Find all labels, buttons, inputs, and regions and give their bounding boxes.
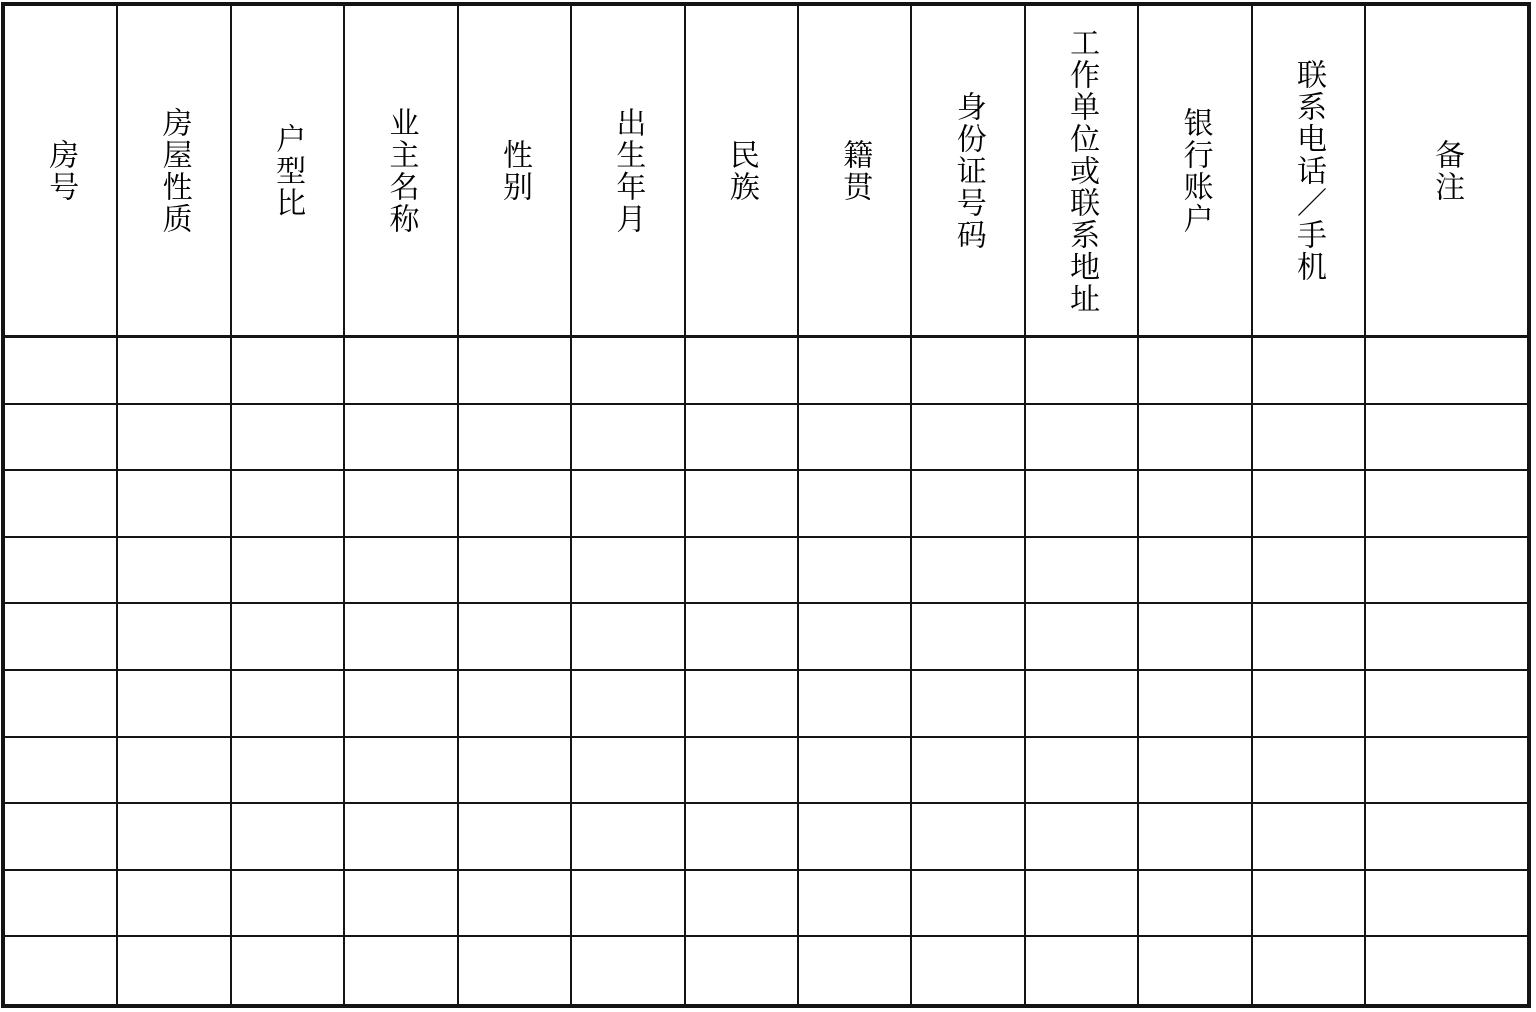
empty-cell-r7-c6	[572, 738, 685, 805]
empty-cell-r10-c9	[912, 937, 1025, 1004]
empty-cell-r7-c11	[1139, 738, 1252, 805]
empty-cell-r1-c3	[232, 338, 345, 405]
empty-cell-r9-c7	[686, 871, 799, 938]
col-header-contact-phone-mobile-label: 联系电话／手机	[1290, 58, 1326, 283]
col-header-native-place-label: 籍贯	[837, 138, 873, 203]
empty-cell-r5-c2	[118, 604, 231, 671]
empty-cell-r1-c10	[1026, 338, 1139, 405]
empty-cell-r8-c1	[5, 804, 118, 871]
empty-cell-r10-c5	[459, 937, 572, 1004]
empty-cell-r7-c2	[118, 738, 231, 805]
empty-cell-r6-c10	[1026, 671, 1139, 738]
empty-cell-r2-c1	[5, 405, 118, 472]
empty-cell-r3-c9	[912, 471, 1025, 538]
empty-cell-r6-c6	[572, 671, 685, 738]
empty-cell-r4-c9	[912, 538, 1025, 605]
col-header-ethnicity-label: 民族	[723, 138, 759, 203]
empty-cell-r9-c10	[1026, 871, 1139, 938]
empty-cell-r4-c11	[1139, 538, 1252, 605]
empty-cell-r6-c8	[799, 671, 912, 738]
empty-cell-r2-c10	[1026, 405, 1139, 472]
empty-cell-r8-c10	[1026, 804, 1139, 871]
empty-cell-r9-c4	[345, 871, 458, 938]
empty-cell-r1-c4	[345, 338, 458, 405]
empty-cell-r7-c5	[459, 738, 572, 805]
empty-cell-r6-c11	[1139, 671, 1252, 738]
col-header-native-place	[799, 6, 912, 338]
empty-cell-r6-c13	[1366, 671, 1527, 738]
empty-cell-r1-c12	[1253, 338, 1366, 405]
empty-cell-r4-c7	[686, 538, 799, 605]
empty-cell-r3-c1	[5, 471, 118, 538]
empty-cell-r2-c6	[572, 405, 685, 472]
empty-cell-r1-c5	[459, 338, 572, 405]
empty-cell-r7-c4	[345, 738, 458, 805]
empty-cell-r7-c3	[232, 738, 345, 805]
col-header-contact-phone-mobile	[1253, 6, 1366, 338]
empty-cell-r6-c5	[459, 671, 572, 738]
col-header-room-number	[5, 6, 118, 338]
empty-cell-r8-c4	[345, 804, 458, 871]
registration-table	[1, 2, 1531, 1008]
empty-cell-r4-c5	[459, 538, 572, 605]
empty-cell-r10-c2	[118, 937, 231, 1004]
empty-cell-r9-c2	[118, 871, 231, 938]
empty-cell-r8-c12	[1253, 804, 1366, 871]
col-header-room-number-label: 房号	[43, 138, 79, 203]
empty-cell-r6-c12	[1253, 671, 1366, 738]
empty-cell-r3-c6	[572, 471, 685, 538]
col-header-gender-label: 性别	[496, 138, 532, 203]
empty-cell-r3-c13	[1366, 471, 1527, 538]
empty-cell-r7-c12	[1253, 738, 1366, 805]
empty-cell-r7-c10	[1026, 738, 1139, 805]
empty-cell-r10-c6	[572, 937, 685, 1004]
empty-cell-r9-c8	[799, 871, 912, 938]
empty-cell-r4-c12	[1253, 538, 1366, 605]
empty-cell-r5-c13	[1366, 604, 1527, 671]
col-header-work-unit-or-contact-address-label: 工作单位或联系地址	[1064, 26, 1100, 315]
empty-cell-r5-c6	[572, 604, 685, 671]
empty-cell-r1-c1	[5, 338, 118, 405]
empty-cell-r8-c2	[118, 804, 231, 871]
empty-cell-r5-c1	[5, 604, 118, 671]
empty-cell-r10-c4	[345, 937, 458, 1004]
empty-cell-r3-c2	[118, 471, 231, 538]
empty-cell-r9-c6	[572, 871, 685, 938]
empty-cell-r2-c8	[799, 405, 912, 472]
empty-cell-r1-c8	[799, 338, 912, 405]
empty-cell-r3-c7	[686, 471, 799, 538]
col-header-id-card-number-label: 身份证号码	[950, 90, 986, 251]
empty-cell-r2-c2	[118, 405, 231, 472]
col-header-gender	[459, 6, 572, 338]
empty-cell-r9-c9	[912, 871, 1025, 938]
empty-cell-r8-c13	[1366, 804, 1527, 871]
empty-cell-r4-c10	[1026, 538, 1139, 605]
col-header-birth-date	[572, 6, 685, 338]
empty-cell-r4-c1	[5, 538, 118, 605]
empty-cell-r2-c12	[1253, 405, 1366, 472]
col-header-birth-date-label: 出生年月	[610, 106, 646, 235]
empty-cell-r10-c12	[1253, 937, 1366, 1004]
col-header-ethnicity	[686, 6, 799, 338]
empty-cell-r2-c5	[459, 405, 572, 472]
empty-cell-r4-c3	[232, 538, 345, 605]
empty-cell-r3-c8	[799, 471, 912, 538]
empty-cell-r6-c1	[5, 671, 118, 738]
empty-cell-r9-c1	[5, 871, 118, 938]
col-header-owner-name-label: 业主名称	[383, 106, 419, 235]
empty-cell-r7-c1	[5, 738, 118, 805]
empty-cell-r6-c7	[686, 671, 799, 738]
col-header-remarks-label: 备注	[1429, 138, 1465, 203]
empty-cell-r5-c11	[1139, 604, 1252, 671]
empty-cell-r3-c5	[459, 471, 572, 538]
col-header-owner-name	[345, 6, 458, 338]
empty-cell-r1-c9	[912, 338, 1025, 405]
empty-cell-r7-c13	[1366, 738, 1527, 805]
empty-cell-r3-c3	[232, 471, 345, 538]
empty-cell-r8-c7	[686, 804, 799, 871]
empty-cell-r4-c4	[345, 538, 458, 605]
col-header-housing-nature	[118, 6, 231, 338]
empty-cell-r3-c11	[1139, 471, 1252, 538]
empty-cell-r10-c3	[232, 937, 345, 1004]
col-header-bank-account	[1139, 6, 1252, 338]
empty-cell-r1-c7	[686, 338, 799, 405]
empty-cell-r1-c2	[118, 338, 231, 405]
empty-cell-r3-c10	[1026, 471, 1139, 538]
empty-cell-r8-c11	[1139, 804, 1252, 871]
empty-cell-r9-c11	[1139, 871, 1252, 938]
empty-cell-r1-c11	[1139, 338, 1252, 405]
empty-cell-r2-c3	[232, 405, 345, 472]
empty-cell-r4-c2	[118, 538, 231, 605]
empty-cell-r5-c4	[345, 604, 458, 671]
empty-cell-r3-c4	[345, 471, 458, 538]
col-header-bank-account-label: 银行账户	[1177, 106, 1213, 235]
empty-cell-r7-c8	[799, 738, 912, 805]
empty-cell-r10-c10	[1026, 937, 1139, 1004]
empty-cell-r5-c10	[1026, 604, 1139, 671]
empty-cell-r10-c7	[686, 937, 799, 1004]
col-header-work-unit-or-contact-address	[1026, 6, 1139, 338]
empty-cell-r8-c3	[232, 804, 345, 871]
empty-cell-r6-c2	[118, 671, 231, 738]
empty-cell-r2-c9	[912, 405, 1025, 472]
empty-cell-r10-c13	[1366, 937, 1527, 1004]
empty-cell-r10-c1	[5, 937, 118, 1004]
empty-cell-r1-c13	[1366, 338, 1527, 405]
empty-cell-r10-c11	[1139, 937, 1252, 1004]
empty-cell-r4-c13	[1366, 538, 1527, 605]
empty-cell-r2-c7	[686, 405, 799, 472]
empty-cell-r4-c6	[572, 538, 685, 605]
empty-cell-r9-c5	[459, 871, 572, 938]
col-header-unit-type-ratio-label: 户型比	[270, 122, 306, 219]
empty-cell-r9-c13	[1366, 871, 1527, 938]
empty-cell-r9-c3	[232, 871, 345, 938]
empty-cell-r6-c9	[912, 671, 1025, 738]
col-header-id-card-number	[912, 6, 1025, 338]
empty-cell-r2-c11	[1139, 405, 1252, 472]
empty-cell-r8-c5	[459, 804, 572, 871]
empty-cell-r1-c6	[572, 338, 685, 405]
col-header-remarks	[1366, 6, 1527, 338]
empty-cell-r5-c9	[912, 604, 1025, 671]
empty-cell-r5-c7	[686, 604, 799, 671]
empty-cell-r8-c9	[912, 804, 1025, 871]
empty-cell-r3-c12	[1253, 471, 1366, 538]
empty-cell-r8-c8	[799, 804, 912, 871]
empty-cell-r9-c12	[1253, 871, 1366, 938]
empty-cell-r5-c8	[799, 604, 912, 671]
empty-cell-r2-c4	[345, 405, 458, 472]
col-header-housing-nature-label: 房屋性质	[156, 106, 192, 235]
empty-cell-r8-c6	[572, 804, 685, 871]
col-header-unit-type-ratio	[232, 6, 345, 338]
empty-cell-r7-c7	[686, 738, 799, 805]
empty-cell-r2-c13	[1366, 405, 1527, 472]
empty-cell-r5-c5	[459, 604, 572, 671]
empty-cell-r10-c8	[799, 937, 912, 1004]
empty-cell-r7-c9	[912, 738, 1025, 805]
empty-cell-r4-c8	[799, 538, 912, 605]
empty-cell-r5-c3	[232, 604, 345, 671]
empty-cell-r6-c3	[232, 671, 345, 738]
empty-cell-r5-c12	[1253, 604, 1366, 671]
empty-cell-r6-c4	[345, 671, 458, 738]
